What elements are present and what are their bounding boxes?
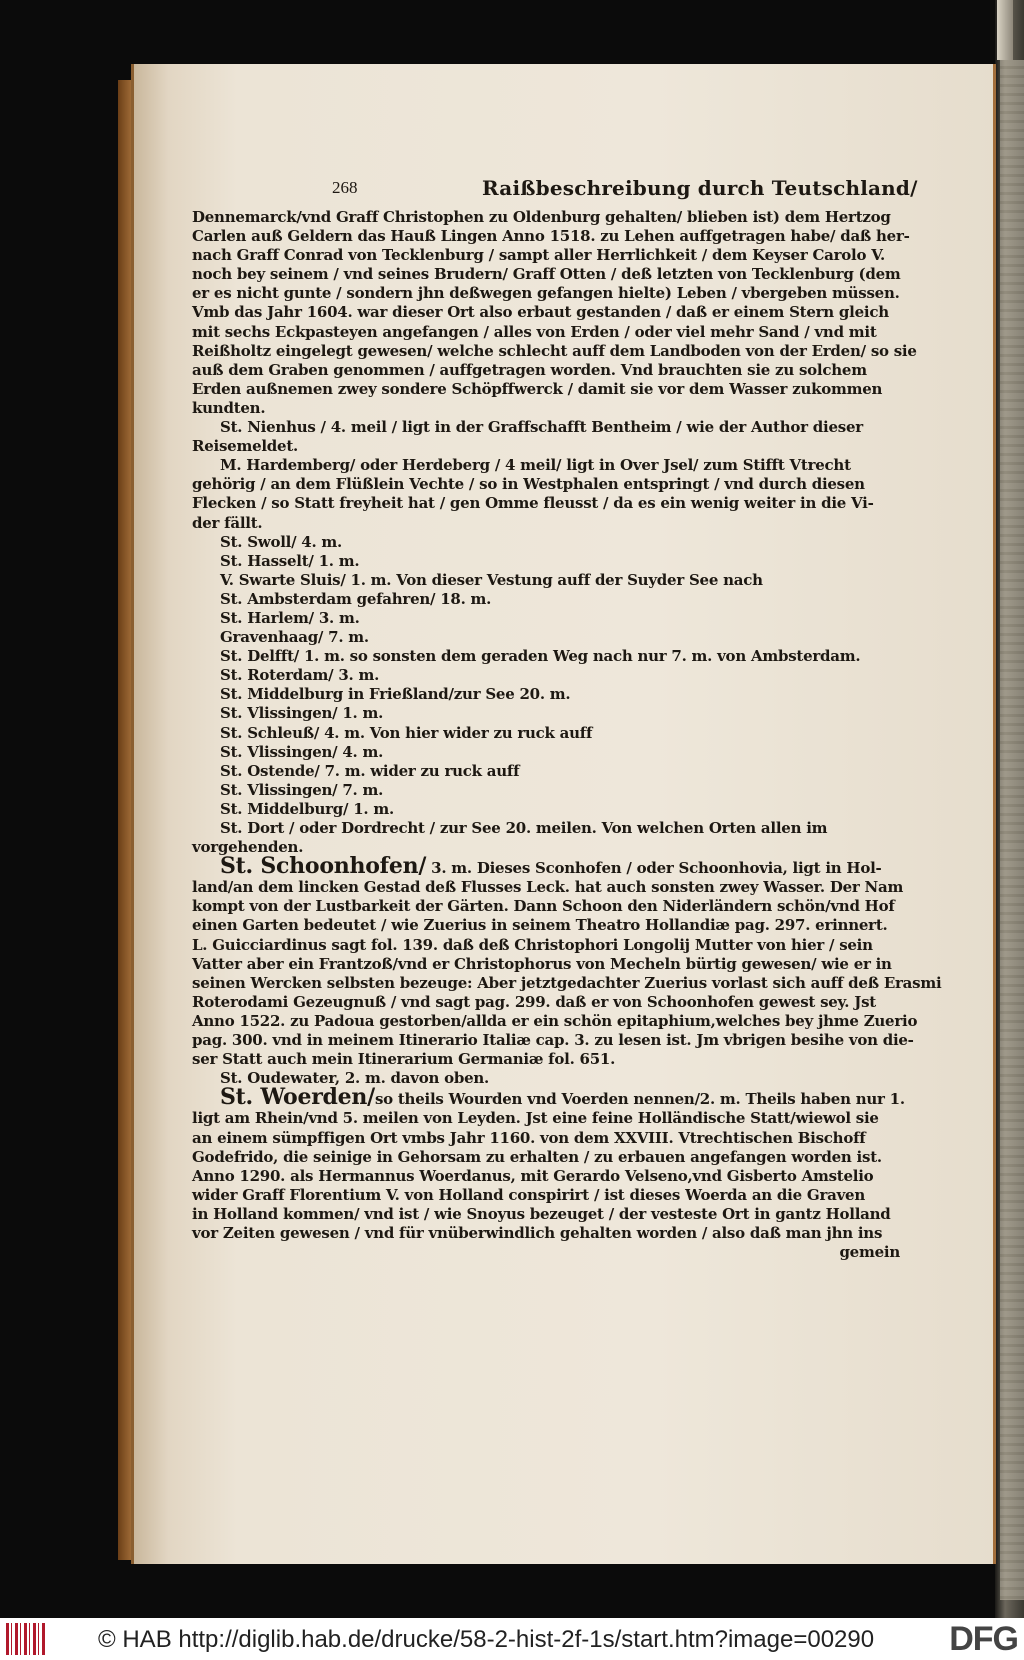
itinerary-item: St. Ambsterdam gefahren/ 18. m. [220, 589, 492, 608]
place-heading: St. Woerden/ [220, 1084, 375, 1111]
text-line: seinen Wercken selbsten bezeuge: Aber jetztgedachter Zuerius vorlast sich auff deß Erasmi [192, 973, 942, 992]
page-text [192, 178, 950, 1262]
text-line: Godefrido, die seinige in Gehorsam zu erhalten / zu erbauen angefangen worden ist. [192, 1147, 882, 1166]
paragraph-3 [192, 819, 950, 857]
text-line: ser Statt auch mein Itinerarium Germaniæ fol. 651. [192, 1050, 616, 1069]
text-line: nach Graff Conrad von Tecklenburg / sampt aller Herrlichkeit / dem Keyser Carolo V. [192, 246, 885, 265]
text-line: so theils Wourden vnd Voerden nennen/2. m. Theils haben nur 1. [374, 1090, 905, 1109]
itinerary-item: St. Vlissingen/ 1. m. [220, 704, 384, 723]
paragraph-2 [192, 418, 950, 533]
page-number: 268 [332, 178, 358, 197]
text-line: wider Graff Florentium V. von Holland conspirirt / ist dieses Woerda an die Graven [192, 1185, 865, 1204]
itinerary-item: V. Swarte Sluis/ 1. m. Von dieser Vestung auff der Suyder See nach [220, 570, 763, 589]
text-line: einen Garten bedeutet / wie Zuerius in seinem Theatro Hollandiæ pag. 297. erinnert. [192, 916, 888, 935]
text-line: Vatter aber ein Frantzoß/vnd er Christophorus von Mecheln bürtig gewesen/ wie er in [192, 954, 892, 973]
permalink[interactable]: © HAB http://diglib.hab.de/drucke/58-2-hist-2f-1s/start.htm?image=00290 [98, 1626, 875, 1653]
page-header [192, 178, 950, 208]
place-heading: St. Schoonhofen/ [220, 853, 427, 880]
text-block-edge [1000, 60, 1024, 1600]
text-line: vorgehenden. [192, 838, 304, 857]
text-line: St. Dort / oder Dordrecht / zur See 20. meilen. Von welchen Orten allen im [220, 819, 828, 837]
text-line: Dennemarck/vnd Graff Christophen zu Oldenburg gehalten/ blieben ist) dem Hertzog [192, 208, 891, 226]
text-line: noch bey seinem / vnd seines Brudern/ Graff Otten / deß letzten von Tecklenburg (dem [192, 265, 901, 284]
running-head: Raißbeschreibung durch Teutschland/ [482, 176, 918, 200]
text-line: Vmb das Jahr 1604. war dieser Ort also erbaut gestanden / daß er einem Stern gleich [192, 303, 889, 322]
text-line: auß dem Graben genommen / auffgetragen worden. Vnd brauchten sie zu solchem [192, 360, 867, 379]
text-line: pag. 300. vnd in meinem Itinerario Italiæ cap. 3. zu lesen ist. Jm vbrigen besihe von die- [192, 1031, 914, 1050]
text-line: vor Zeiten gewesen / vnd für vnüberwindlich gehalten worden / also daß man jhn ins [192, 1223, 883, 1242]
page-corner [997, 0, 1013, 60]
text-line: er es nicht gunte / sondern jhn deßwegen gefangen hielte) Leben / vbergeben müssen. [192, 284, 900, 303]
catchword: gemein [839, 1243, 900, 1262]
itinerary-list [192, 533, 950, 819]
text-line: St. Nienhus / 4. meil / ligt in der Graffschafft Bentheim / wie der Author dieser [220, 418, 863, 437]
text-line: mit sechs Eckpasteyen angefangen / alles von Erden / oder viel mehr Sand / vnd mit [192, 322, 877, 341]
text-line: Reißholtz eingelegt gewesen/ welche schlecht auff dem Landboden von der Erden/ so sie [192, 341, 917, 360]
text-line: in Holland kommen/ vnd ist / wie Snoyus bezeuget / der vesteste Ort in gantz Holland [192, 1204, 891, 1223]
itinerary-item: St. Vlissingen/ 4. m. [220, 742, 384, 761]
itinerary-item: St. Harlem/ 3. m. [220, 608, 360, 627]
dfg-logo: DFG [949, 1620, 1018, 1658]
paragraph-1 [192, 208, 950, 418]
itinerary-item: St. Hasselt/ 1. m. [220, 551, 360, 570]
text-line: Carlen auß Geldern das Hauß Lingen Anno 1518. zu Lehen auffgetragen habe/ daß her- [192, 227, 910, 246]
itinerary-item: St. Schleuß/ 4. m. Von hier wider zu ruck auff [220, 723, 593, 742]
text-line: land/an dem lincken Gestad deß Flusses Leck. hat auch sonsten zwey Wasser. Der Nam [192, 878, 904, 897]
text-line: der fällt. [192, 513, 263, 532]
text-line: ligt am Rhein/vnd 5. meilen von Leyden. Jst eine feine Holländische Statt/wiewol sie [192, 1109, 879, 1128]
text-line: L. Guicciardinus sagt fol. 139. daß deß Christophori Longolij Mutter von hier / sein [192, 935, 873, 954]
text-line: Anno 1290. als Hermannus Woerdanus, mit Gerardo Velseno,vnd Gisberto Amstelio [192, 1166, 874, 1185]
text-line: kundten. [192, 398, 266, 417]
itinerary-item: Gravenhaag/ 7. m. [220, 628, 369, 647]
text-line: gehörig / an dem Flüßlein Vechte / so in Westphalen entspringt / vnd durch diesen [192, 475, 865, 494]
paragraph-schoonhofen [192, 853, 950, 1069]
text-line: kompt von der Lustbarkeit der Gärten. Dann Schoon den Niderländern schön/vnd Hof [192, 897, 895, 916]
itinerary-item: St. Delfft/ 1. m. so sonsten dem geraden Weg nach nur 7. m. von Ambsterdam. [220, 647, 861, 666]
text-line: M. Hardemberg/ oder Herdeberg / 4 meil/ ligt in Over Jsel/ zum Stifft Vtrecht [220, 456, 851, 475]
text-line: Flecken / so Statt freyheit hat / gen Omme fleusst / da es ein wenig weiter in die Vi- [192, 494, 874, 513]
itinerary-item: St. Middelburg in Frießland/zur See 20. m. [220, 685, 571, 704]
itinerary-item: St. Middelburg/ 1. m. [220, 799, 394, 818]
text-line: Roterodami Gezeugnuß / vnd sagt pag. 299. daß er von Schoonhofen gewest sey. Jst [192, 992, 876, 1011]
viewer-footer [0, 1618, 1024, 1660]
itinerary-item: St. Roterdam/ 3. m. [220, 666, 380, 685]
text-line: St. Oudewater, 2. m. davon oben. [220, 1069, 489, 1088]
text-line: an einem sümpffigen Ort vmbs Jahr 1160. von dem XXVIII. Vtrechtischen Bischoff [192, 1128, 866, 1147]
itinerary-item: St. Vlissingen/ 7. m. [220, 780, 384, 799]
hab-logo-icon [6, 1623, 46, 1655]
text-line: 3. m. Dieses Sconhofen / oder Schoonhovia, ligt in Hol- [426, 859, 882, 878]
text-line: Reisemeldet. [192, 437, 298, 456]
paragraph-woerden [192, 1084, 950, 1262]
itinerary-item: St. Swoll/ 4. m. [220, 532, 343, 551]
itinerary-item: St. Ostende/ 7. m. wider zu ruck auff [220, 761, 520, 780]
text-line: Erden außnemen zwey sondere Schöpffwerck / damit sie vor dem Wasser zukommen [192, 379, 883, 398]
text-line: Anno 1522. zu Padoua gestorben/allda er ein schön epitaphium,welches bey jhme Zuerio [192, 1011, 918, 1030]
